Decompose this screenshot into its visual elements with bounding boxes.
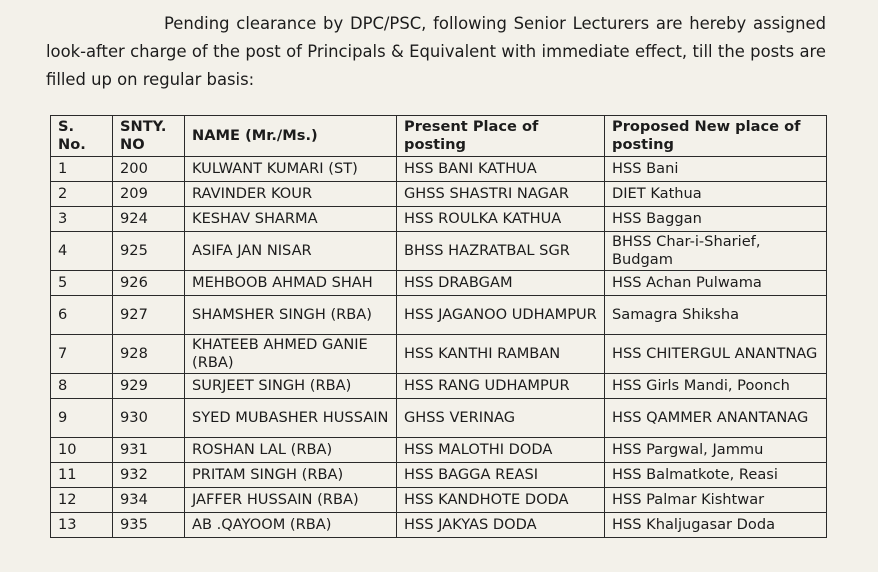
cell-sno: 7 — [51, 335, 113, 374]
cell-sno: 13 — [51, 513, 113, 538]
cell-sno: 3 — [51, 207, 113, 232]
cell-present: GHSS VERINAG — [397, 399, 605, 438]
cell-proposed: HSS Achan Pulwama — [605, 271, 827, 296]
cell-proposed: DIET Kathua — [605, 182, 827, 207]
intro-line-2: look-after charge of the post of Principals & Equivalent with immediate effect, till the posts are — [46, 42, 826, 61]
intro-line-3: filled up on regular basis: — [46, 70, 255, 89]
cell-proposed: HSS Baggan — [605, 207, 827, 232]
cell-sno: 12 — [51, 488, 113, 513]
intro-line-1: Pending clearance by DPC/PSC, following Senior Lecturers are hereby assigned — [164, 14, 826, 33]
cell-present: BHSS HAZRATBAL SGR — [397, 232, 605, 271]
cell-proposed: HSS CHITERGUL ANANTNAG — [605, 335, 827, 374]
table-row — [51, 182, 827, 207]
cell-name: ASIFA JAN NISAR — [185, 232, 397, 271]
header-name: NAME (Mr./Ms.) — [185, 116, 397, 157]
table-row — [51, 488, 827, 513]
cell-name: SURJEET SINGH (RBA) — [185, 374, 397, 399]
cell-proposed: HSS Girls Mandi, Poonch — [605, 374, 827, 399]
cell-name: KESHAV SHARMA — [185, 207, 397, 232]
cell-snty: 925 — [113, 232, 185, 271]
cell-sno: 8 — [51, 374, 113, 399]
cell-snty: 924 — [113, 207, 185, 232]
cell-sno: 5 — [51, 271, 113, 296]
cell-snty: 929 — [113, 374, 185, 399]
cell-name: SYED MUBASHER HUSSAIN — [185, 399, 397, 438]
cell-snty: 926 — [113, 271, 185, 296]
cell-sno: 2 — [51, 182, 113, 207]
cell-snty: 209 — [113, 182, 185, 207]
cell-name: ROSHAN LAL (RBA) — [185, 438, 397, 463]
table-row — [51, 399, 827, 438]
table-row — [51, 438, 827, 463]
table-row — [51, 513, 827, 538]
cell-snty: 928 — [113, 335, 185, 374]
cell-sno: 11 — [51, 463, 113, 488]
cell-name: RAVINDER KOUR — [185, 182, 397, 207]
table-header-row — [51, 116, 827, 157]
cell-snty: 930 — [113, 399, 185, 438]
cell-present: HSS MALOTHI DODA — [397, 438, 605, 463]
table-row — [51, 296, 827, 335]
cell-proposed: HSS Pargwal, Jammu — [605, 438, 827, 463]
cell-proposed: HSS QAMMER ANANTANAG — [605, 399, 827, 438]
table-row — [51, 335, 827, 374]
cell-snty: 927 — [113, 296, 185, 335]
table-row — [51, 463, 827, 488]
cell-present: HSS DRABGAM — [397, 271, 605, 296]
cell-present: HSS BAGGA REASI — [397, 463, 605, 488]
header-present-posting: Present Place of posting — [397, 116, 605, 157]
table-row — [51, 232, 827, 271]
cell-present: HSS KANDHOTE DODA — [397, 488, 605, 513]
cell-snty: 934 — [113, 488, 185, 513]
table-row — [51, 157, 827, 182]
cell-present: HSS JAGANOO UDHAMPUR — [397, 296, 605, 335]
cell-present: GHSS SHASTRI NAGAR — [397, 182, 605, 207]
cell-proposed: HSS Bani — [605, 157, 827, 182]
header-snty: SNTY. NO — [113, 116, 185, 157]
cell-present: HSS BANI KATHUA — [397, 157, 605, 182]
cell-present: HSS KANTHI RAMBAN — [397, 335, 605, 374]
cell-proposed: HSS Palmar Kishtwar — [605, 488, 827, 513]
cell-proposed: HSS Khaljugasar Doda — [605, 513, 827, 538]
cell-snty: 932 — [113, 463, 185, 488]
cell-name: KHATEEB AHMED GANIE (RBA) — [185, 335, 397, 374]
header-proposed-posting: Proposed New place of posting — [605, 116, 827, 157]
cell-proposed: Samagra Shiksha — [605, 296, 827, 335]
cell-sno: 1 — [51, 157, 113, 182]
cell-name: SHAMSHER SINGH (RBA) — [185, 296, 397, 335]
table-row — [51, 207, 827, 232]
cell-present: HSS JAKYAS DODA — [397, 513, 605, 538]
cell-name: KULWANT KUMARI (ST) — [185, 157, 397, 182]
table-row — [51, 271, 827, 296]
cell-name: AB .QAYOOM (RBA) — [185, 513, 397, 538]
posting-table — [50, 115, 827, 538]
cell-proposed: HSS Balmatkote, Reasi — [605, 463, 827, 488]
cell-proposed: BHSS Char-i-Sharief, Budgam — [605, 232, 827, 271]
cell-snty: 931 — [113, 438, 185, 463]
cell-present: HSS RANG UDHAMPUR — [397, 374, 605, 399]
cell-name: PRITAM SINGH (RBA) — [185, 463, 397, 488]
cell-snty: 200 — [113, 157, 185, 182]
cell-sno: 6 — [51, 296, 113, 335]
cell-name: MEHBOOB AHMAD SHAH — [185, 271, 397, 296]
header-sno: S. No. — [51, 116, 113, 157]
cell-sno: 10 — [51, 438, 113, 463]
cell-snty: 935 — [113, 513, 185, 538]
intro-paragraph — [46, 10, 826, 94]
cell-sno: 4 — [51, 232, 113, 271]
cell-sno: 9 — [51, 399, 113, 438]
cell-name: JAFFER HUSSAIN (RBA) — [185, 488, 397, 513]
cell-present: HSS ROULKA KATHUA — [397, 207, 605, 232]
table-row — [51, 374, 827, 399]
